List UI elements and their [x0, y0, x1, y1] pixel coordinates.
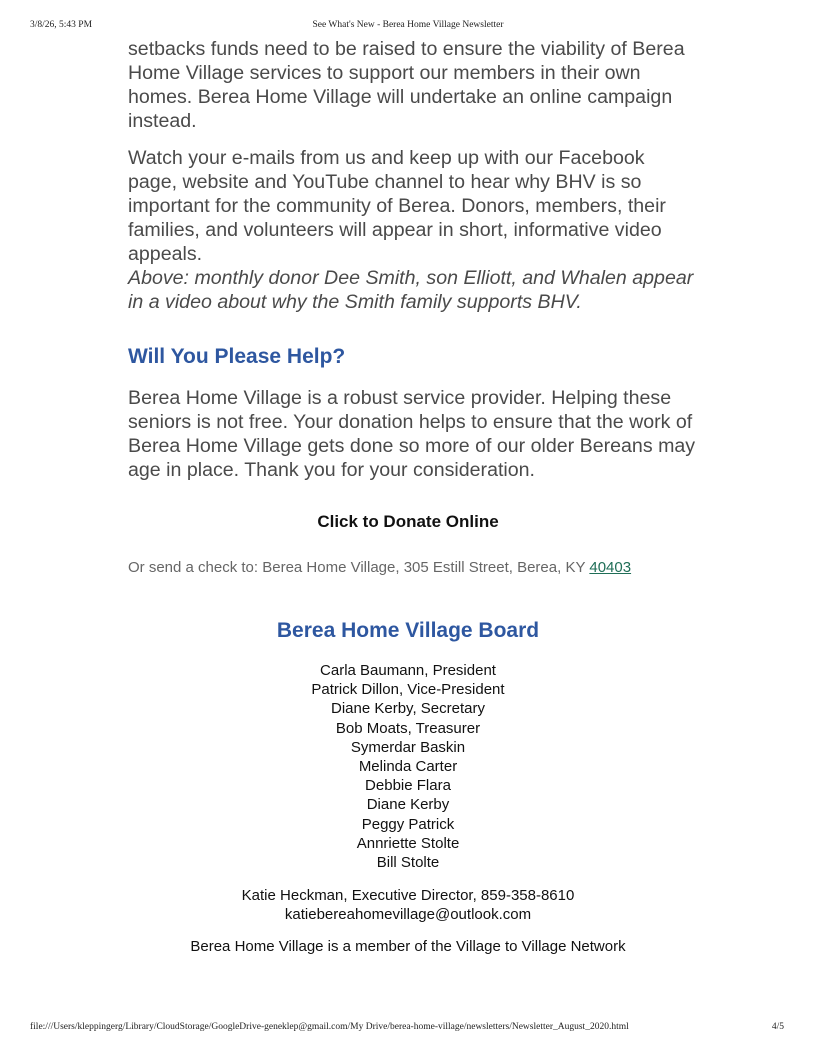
check-text: Or send a check to: Berea Home Village, 305 Estill Street, Berea, KY — [128, 559, 590, 576]
board-member: Melinda Carter — [358, 758, 458, 776]
board-section — [0, 618, 816, 956]
zip-link[interactable]: 40403 — [589, 559, 632, 576]
paragraph-help: Berea Home Village is a robust service provider. Helping these seniors is not free. Your donation helps to ensure that the work of Berea Home Village gets done so more of our older Bereans may age in place. Thank you for your consideration. — [128, 387, 696, 481]
board-member: Diane Kerby — [366, 796, 450, 814]
board-member: Bill Stolte — [376, 854, 440, 872]
board-member: Patrick Dillon, Vice-President — [311, 681, 505, 699]
board-members — [0, 661, 816, 872]
board-member: Debbie Flara — [365, 777, 451, 795]
board-member: Carla Baumann, President — [320, 662, 496, 679]
print-title: See What's New - Berea Home Village Newsletter — [312, 20, 504, 30]
page-number: 4/5 — [771, 1022, 784, 1032]
check-address — [128, 559, 698, 576]
board-member: Annriette Stolte — [356, 834, 460, 852]
photo-caption: Above: monthly donor Dee Smith, son Elliott, and Whalen appear in a video about why the Smith family supports BHV. — [128, 267, 694, 313]
paragraph-watch: Watch your e-mails from us and keep up with our Facebook page, website and YouTube channel to hear why BHV is so important for the community of Berea. Donors, members, their families, and volunteers will appear in short, informative video appeals. — [128, 147, 666, 265]
network-membership: Berea Home Village is a member of the Village to Village Network — [190, 937, 626, 955]
board-member: Diane Kerby, Secretary — [331, 700, 485, 718]
executive-director: Katie Heckman, Executive Director, 859-358-8610 — [241, 887, 575, 905]
paragraph-campaign: setbacks funds need to be raised to ensure the viability of Berea Home Village services to support our members in their own homes. Berea Home Village will undertake an online campaign instead. — [128, 38, 685, 132]
newsletter-content — [128, 37, 698, 576]
board-member: Symerdar Baskin — [350, 738, 466, 756]
help-heading: Will You Please Help? — [128, 345, 346, 368]
board-member: Bob Moats, Treasurer — [335, 719, 481, 737]
print-footer — [0, 1022, 816, 1036]
board-member: Peggy Patrick — [361, 815, 455, 833]
board-heading: Berea Home Village Board — [276, 619, 540, 642]
print-file-path: file:///Users/kleppingerg/Library/CloudStorage/GoogleDrive-geneklep@gmail.com/My Drive/berea-home-village/newsletters/Newsletter_August_2020.html — [30, 1022, 629, 1032]
print-datetime: 3/8/26, 5:43 PM — [30, 20, 93, 30]
donate-link[interactable]: Click to Donate Online — [317, 512, 499, 531]
contact-email[interactable]: katiebereahomevillage@outlook.com — [284, 906, 532, 924]
print-header — [0, 20, 816, 34]
